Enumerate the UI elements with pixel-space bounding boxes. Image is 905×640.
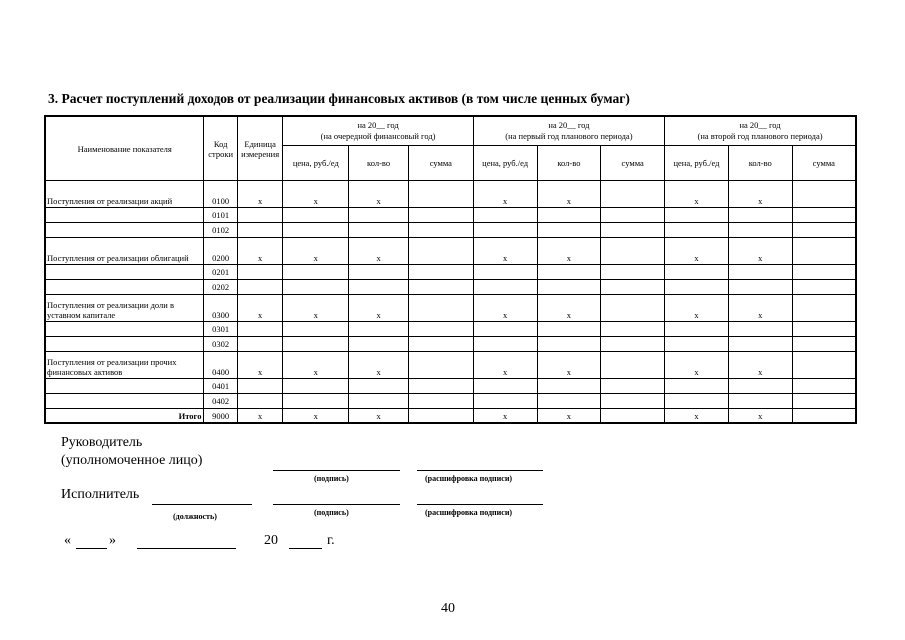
header-price: цена, руб./ед (665, 146, 729, 181)
cell-empty (349, 223, 409, 238)
cell-empty (601, 322, 665, 337)
cell-empty (237, 322, 283, 337)
cell-empty (601, 181, 665, 208)
date-month-line (137, 548, 236, 549)
cell-empty (792, 265, 856, 280)
row-name (45, 379, 204, 394)
executor-position-line (152, 504, 252, 505)
header-price: цена, руб./ед (283, 146, 349, 181)
total-code: 9000 (204, 409, 237, 424)
cell-empty (728, 322, 792, 337)
cell-empty (408, 352, 473, 379)
cell-empty (792, 352, 856, 379)
cell-mark: x (537, 238, 601, 265)
cell-empty (792, 379, 856, 394)
cell-empty (601, 265, 665, 280)
cell-empty (473, 280, 537, 295)
cell-mark: x (665, 352, 729, 379)
cell-empty (349, 394, 409, 409)
row-code: 0301 (204, 322, 237, 337)
table-row (45, 394, 856, 409)
cell-empty (408, 295, 473, 322)
header-period-2: на 20__ год (на первый год планового периода) (473, 116, 664, 146)
cell-empty (283, 223, 349, 238)
head-decode-line (417, 470, 543, 471)
cell-empty (665, 322, 729, 337)
executor-label: Исполнитель (61, 487, 140, 502)
row-name (45, 337, 204, 352)
header-code: Код строки (204, 116, 237, 181)
cell-empty (237, 394, 283, 409)
date-year-suffix: г. (327, 533, 335, 548)
table-row (45, 223, 856, 238)
table-row (45, 379, 856, 394)
cell-empty (601, 394, 665, 409)
cell-empty (283, 394, 349, 409)
cell-mark: x (349, 409, 409, 424)
cell-empty (237, 280, 283, 295)
cell-empty (283, 379, 349, 394)
cell-empty (728, 208, 792, 223)
cell-empty (283, 208, 349, 223)
cell-empty (237, 337, 283, 352)
head-label-sub: (уполномоченное лицо) (61, 453, 203, 468)
cell-empty (792, 238, 856, 265)
row-name: Поступления от реализации прочих финансовых активов (45, 352, 204, 379)
cell-empty (537, 265, 601, 280)
cell-empty (728, 337, 792, 352)
cell-mark: x (473, 295, 537, 322)
cell-empty (283, 337, 349, 352)
cell-empty (665, 280, 729, 295)
cell-mark: x (728, 352, 792, 379)
table-row (45, 280, 856, 295)
header-qty: кол-во (537, 146, 601, 181)
cell-empty (792, 394, 856, 409)
date-close-quote: » (109, 533, 116, 548)
cell-empty (408, 223, 473, 238)
cell-empty (349, 265, 409, 280)
row-name: Поступления от реализации облигаций (45, 238, 204, 265)
cell-empty (408, 265, 473, 280)
cell-mark: x (237, 295, 283, 322)
cell-mark: x (665, 409, 729, 424)
row-code: 0300 (204, 295, 237, 322)
table-row (45, 337, 856, 352)
cell-empty (728, 379, 792, 394)
cell-mark: x (349, 295, 409, 322)
header-period-1: на 20__ год (на очередной финансовый год) (283, 116, 473, 146)
cell-empty (728, 394, 792, 409)
cell-empty (601, 280, 665, 295)
cell-mark: x (665, 181, 729, 208)
row-name (45, 265, 204, 280)
table-row (45, 208, 856, 223)
cell-empty (408, 379, 473, 394)
cell-empty (728, 280, 792, 295)
cell-empty (283, 280, 349, 295)
row-name: Поступления от реализации акций (45, 181, 204, 208)
cell-empty (792, 322, 856, 337)
row-code: 0402 (204, 394, 237, 409)
cell-empty (473, 337, 537, 352)
cell-mark: x (283, 409, 349, 424)
cell-empty (473, 265, 537, 280)
cell-empty (665, 208, 729, 223)
cell-empty (665, 379, 729, 394)
date-year-prefix: 20 (264, 533, 278, 548)
cell-mark: x (728, 409, 792, 424)
cell-mark: x (473, 238, 537, 265)
cell-empty (601, 223, 665, 238)
row-code: 0100 (204, 181, 237, 208)
cell-empty (408, 394, 473, 409)
cell-mark: x (473, 181, 537, 208)
executor-signature-line (273, 504, 400, 505)
cell-empty (473, 379, 537, 394)
cell-empty (237, 223, 283, 238)
row-code: 0401 (204, 379, 237, 394)
table-row (45, 352, 856, 379)
cell-empty (408, 409, 473, 424)
cell-empty (537, 208, 601, 223)
row-code: 0101 (204, 208, 237, 223)
header-sum: сумма (408, 146, 473, 181)
table-row (45, 181, 856, 208)
cell-empty (408, 337, 473, 352)
cell-mark: x (473, 352, 537, 379)
cell-empty (349, 280, 409, 295)
cell-mark: x (283, 352, 349, 379)
cell-empty (408, 208, 473, 223)
cell-mark: x (237, 409, 283, 424)
cell-empty (601, 295, 665, 322)
cell-mark: x (473, 409, 537, 424)
table-row (45, 322, 856, 337)
cell-empty (601, 352, 665, 379)
cell-empty (283, 322, 349, 337)
header-name: Наименование показателя (45, 116, 204, 181)
cell-mark: x (537, 409, 601, 424)
cell-empty (792, 223, 856, 238)
cell-empty (601, 238, 665, 265)
cell-empty (665, 265, 729, 280)
cell-empty (601, 337, 665, 352)
executor-position-caption: (должность) (173, 512, 217, 521)
cell-mark: x (728, 181, 792, 208)
cell-empty (349, 337, 409, 352)
cell-empty (473, 223, 537, 238)
row-name (45, 280, 204, 295)
row-name: Поступления от реализации доли в уставном капитале (45, 295, 204, 322)
cell-empty (408, 322, 473, 337)
head-label: Руководитель (61, 435, 143, 450)
cell-mark: x (665, 295, 729, 322)
table-row (45, 295, 856, 322)
row-code: 0201 (204, 265, 237, 280)
cell-empty (237, 265, 283, 280)
header-unit: Единица измерения (237, 116, 283, 181)
cell-mark: x (665, 238, 729, 265)
cell-empty (601, 379, 665, 394)
cell-empty (473, 322, 537, 337)
header-sum: сумма (601, 146, 665, 181)
row-name (45, 208, 204, 223)
head-decode-caption: (расшифровка подписи) (425, 474, 513, 483)
cell-empty (537, 394, 601, 409)
cell-mark: x (349, 181, 409, 208)
row-name (45, 322, 204, 337)
row-code: 0302 (204, 337, 237, 352)
cell-empty (665, 394, 729, 409)
cell-empty (537, 280, 601, 295)
cell-empty (537, 223, 601, 238)
executor-signature-caption: (подпись) (314, 508, 349, 517)
cell-empty (408, 181, 473, 208)
cell-empty (792, 181, 856, 208)
cell-empty (728, 223, 792, 238)
header-qty: кол-во (728, 146, 792, 181)
total-label: Итого (45, 409, 204, 424)
row-name (45, 394, 204, 409)
header-price: цена, руб./ед (473, 146, 537, 181)
cell-empty (237, 208, 283, 223)
cell-mark: x (728, 238, 792, 265)
cell-empty (792, 208, 856, 223)
table-row (45, 238, 856, 265)
cell-mark: x (237, 181, 283, 208)
cell-mark: x (537, 295, 601, 322)
cell-mark: x (537, 181, 601, 208)
cell-empty (283, 265, 349, 280)
cell-mark: x (283, 295, 349, 322)
table-row (45, 265, 856, 280)
total-row (45, 409, 856, 424)
cell-mark: x (349, 352, 409, 379)
cell-empty (473, 394, 537, 409)
cell-empty (473, 208, 537, 223)
cell-empty (408, 280, 473, 295)
cell-empty (349, 379, 409, 394)
cell-empty (792, 295, 856, 322)
cell-empty (349, 322, 409, 337)
cell-empty (792, 337, 856, 352)
cell-mark: x (349, 238, 409, 265)
cell-empty (792, 280, 856, 295)
cell-empty (665, 223, 729, 238)
date-open-quote: « (64, 533, 71, 548)
executor-decode-line (417, 504, 543, 505)
head-signature-caption: (подпись) (314, 474, 349, 483)
cell-mark: x (728, 295, 792, 322)
cell-empty (537, 337, 601, 352)
cell-mark: x (537, 352, 601, 379)
cell-empty (601, 409, 665, 424)
cell-empty (601, 208, 665, 223)
date-year-line (289, 548, 322, 549)
header-sum: сумма (792, 146, 856, 181)
financial-assets-table (44, 115, 857, 424)
cell-mark: x (237, 238, 283, 265)
row-code: 0200 (204, 238, 237, 265)
cell-mark: x (237, 352, 283, 379)
head-signature-line (273, 470, 400, 471)
section-title: 3. Расчет поступлений доходов от реализации финансовых активов (в том числе ценных бумаг) (48, 91, 630, 106)
date-day-line (76, 548, 107, 549)
page-number: 40 (441, 601, 455, 616)
cell-empty (237, 379, 283, 394)
cell-empty (537, 379, 601, 394)
cell-mark: x (283, 181, 349, 208)
header-period-3: на 20__ год (на второй год планового периода) (665, 116, 856, 146)
cell-empty (728, 265, 792, 280)
cell-empty (537, 322, 601, 337)
cell-empty (349, 208, 409, 223)
row-code: 0202 (204, 280, 237, 295)
cell-mark: x (283, 238, 349, 265)
row-code: 0102 (204, 223, 237, 238)
cell-empty (408, 238, 473, 265)
row-name (45, 223, 204, 238)
row-code: 0400 (204, 352, 237, 379)
cell-empty (792, 409, 856, 424)
header-qty: кол-во (349, 146, 409, 181)
executor-decode-caption: (расшифровка подписи) (425, 508, 513, 517)
cell-empty (665, 337, 729, 352)
